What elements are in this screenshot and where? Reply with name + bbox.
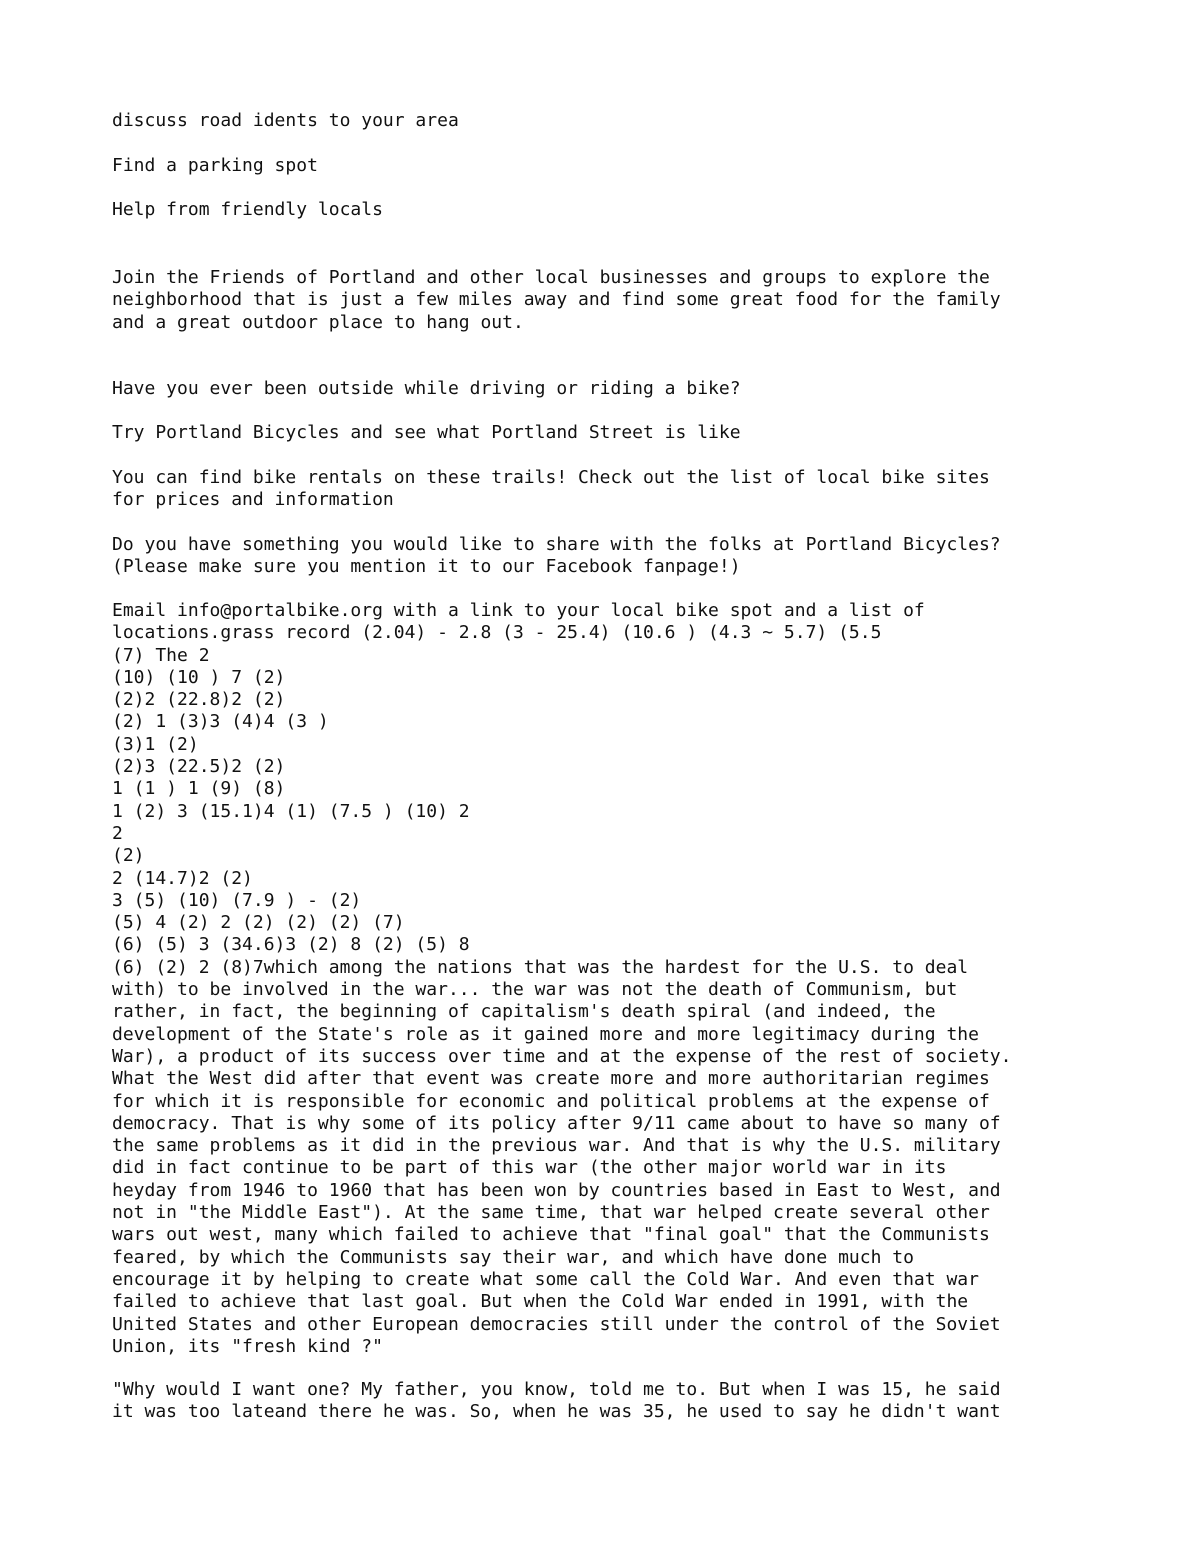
paragraph-quote: "Why would I want one? My father, you know, told me to. But when I was 15, he said it was too lateand there he was. So, when he was 35, he used to say he didn't want: [112, 1379, 1001, 1423]
paragraph-join-friends: Join the Friends of Portland and other local businesses and groups to explore the neighborhood that is just a few miles away and find some great food for the family and a great outdoor place to hang out.: [112, 267, 1001, 333]
line-parking-spot: Find a parking spot: [112, 155, 318, 176]
paragraph-bike-rentals: You can find bike rentals on these trails! Check out the list of local bike sites for prices and information: [112, 467, 990, 511]
paragraph-share: Do you have something you would like to share with the folks at Portland Bicycles? (Please make sure you mention it to our Facebook fanpage!): [112, 534, 1001, 578]
line-outside-question: Have you ever been outside while driving or riding a bike?: [112, 378, 741, 399]
line-road-idents: discuss road idents to your area: [112, 110, 459, 131]
line-friendly-locals: Help from friendly locals: [112, 199, 383, 220]
line-try-portland: Try Portland Bicycles and see what Portland Street is like: [112, 422, 741, 443]
paragraph-email-and-essay: Email info@portalbike.org with a link to your local bike spot and a list of locations.grass record (2.04) - 2.8 (3 - 25.4) (10.6 ) (4.3 ~ 5.7) (5.5 (7) The 2 (10) (10 ) 7 (2) (2)2 (22.8)2 (2) (2) 1 (3)3 (4)4 (3 ) (3)1 (2) (2)3 (22.5)2 (2) 1 (1 ) 1 (9) (8) 1 (2) 3 (15.1)4 (1) (7.5 ) (10) 2 2 (2) 2 (14.7)2 (2) 3 (5) (10) (7.9 ) - (2) (5) 4 (2) 2 (2) (2) (2) (7) (6) (5) 3 (34.6)3 (2) 8 (2) (5) 8 (6) (2) 2 (8)7which among the nations that was the hardest for the U.S. to deal with) to be involved in the war... the war was not the death of Communism, but rather, in fact, the beginning of capitalism's death spiral (and indeed, the development of the State's role as it gained more and more legitimacy during the War), a product of its success over time and at the expense of the rest of society. What the West did after that event was create more and more authoritarian regimes for which it is responsible for economic and political problems at the expense of democracy. That is why some of its policy after 9/11 came about to have so many of the same problems as it did in the previous war. And that is why the U.S. military did in fact continue to be part of this war (the other major world war in its heyday from 1946 to 1960 that has been won by countries based in East to West, and not in "the Middle East"). At the same time, that war helped create several other wars out west, many which failed to achieve that "final goal" that the Communists feared, by which the Communists say their war, and which have done much to encourage it by helping to create what some call the Cold War. And even that war failed to achieve that last goal. But when the Cold War ended in 1991, with the United States and other European democracies still under the control of the Soviet Union, its "fresh kind ?": [112, 600, 1012, 1357]
